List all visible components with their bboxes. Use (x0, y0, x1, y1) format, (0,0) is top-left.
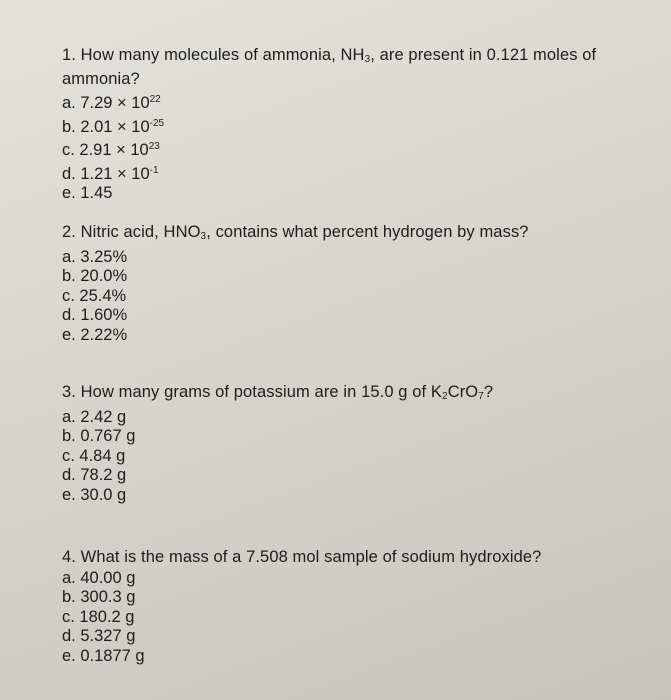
question-stem (62, 46, 652, 89)
text-run: How many grams of potassium are in 15.0 g of K (80, 383, 443, 401)
answer-choice (62, 588, 652, 608)
text-run: b. 0.767 g (62, 427, 136, 445)
text-run: b. 20.0% (62, 267, 128, 285)
answer-choice (62, 184, 652, 204)
answer-choice (62, 627, 652, 647)
text-run: c. 4.84 g (62, 446, 126, 465)
text-run: c. 180.2 g (62, 607, 135, 626)
answer-choice (62, 287, 652, 307)
text-run: How many molecules of ammonia, NH (80, 46, 365, 64)
superscript: -1 (149, 164, 159, 176)
answer-choice (62, 608, 652, 628)
text-run: a. 3.25% (62, 247, 128, 266)
text-run: d. 78.2 g (62, 466, 127, 484)
text-run: e. 2.22% (62, 325, 128, 344)
answer-choice (62, 248, 652, 268)
text-run: d. 1.21 × 10 (62, 164, 150, 183)
text-run: a. 7.29 × 10 (62, 94, 150, 112)
superscript: 23 (148, 141, 160, 152)
text-run: What is the mass of a 7.508 mol sample of sodium hydroxide? (80, 548, 542, 566)
question-number: 2. (62, 223, 76, 241)
subscript: 3 (200, 231, 207, 242)
text-run: b. 300.3 g (62, 588, 136, 606)
subscript: 2 (442, 391, 448, 402)
answer-choice (62, 306, 652, 326)
answer-choice (62, 486, 652, 506)
answer-choice (62, 408, 652, 428)
text-run: d. 1.60% (62, 306, 128, 324)
superscript: -25 (149, 117, 165, 129)
text-run: e. 30.0 g (62, 485, 127, 504)
superscript: 22 (149, 94, 161, 105)
question-stem (62, 223, 652, 247)
question-stem (62, 548, 652, 568)
question-2 (62, 223, 652, 345)
text-run: a. 2.42 g (62, 407, 127, 426)
answer-choice (62, 161, 652, 185)
text-run: a. 40.00 g (62, 568, 136, 587)
answer-choice (62, 466, 652, 486)
question-number: 4. (62, 548, 76, 566)
question-4 (62, 548, 652, 666)
answer-choice (62, 447, 652, 467)
answer-choice (62, 267, 652, 287)
answer-choice (62, 427, 652, 447)
question-stem (62, 383, 652, 407)
text-run: d. 5.327 g (62, 627, 136, 645)
answer-choice (62, 326, 652, 346)
text-run: , contains what percent hydrogen by mass? (206, 223, 529, 241)
question-1 (62, 46, 652, 204)
answer-choices (62, 408, 652, 506)
text-run: CrO (447, 383, 479, 401)
answer-choice (62, 647, 652, 667)
answer-choice (62, 90, 652, 114)
answer-choice (62, 569, 652, 589)
subscript: 7 (478, 391, 484, 402)
text-run: e. 1.45 (62, 184, 113, 202)
question-number: 3. (62, 383, 76, 401)
subscript: 3 (364, 54, 371, 65)
text-run: ? (483, 383, 494, 401)
text-run: e. 0.1877 g (62, 646, 145, 665)
text-run: Nitric acid, HNO (80, 223, 201, 241)
answer-choices (62, 569, 652, 667)
answer-choice (62, 114, 652, 138)
question-number: 1. (62, 46, 76, 64)
answer-choice (62, 137, 652, 161)
text-run: c. 2.91 × 10 (62, 141, 149, 159)
answer-choices (62, 90, 652, 204)
answer-choices (62, 248, 652, 346)
text-run: b. 2.01 × 10 (62, 117, 150, 136)
text-run: c. 25.4% (62, 286, 127, 305)
question-3 (62, 383, 652, 505)
text-run: , are present in 0.121 moles of ammonia? (62, 46, 597, 88)
